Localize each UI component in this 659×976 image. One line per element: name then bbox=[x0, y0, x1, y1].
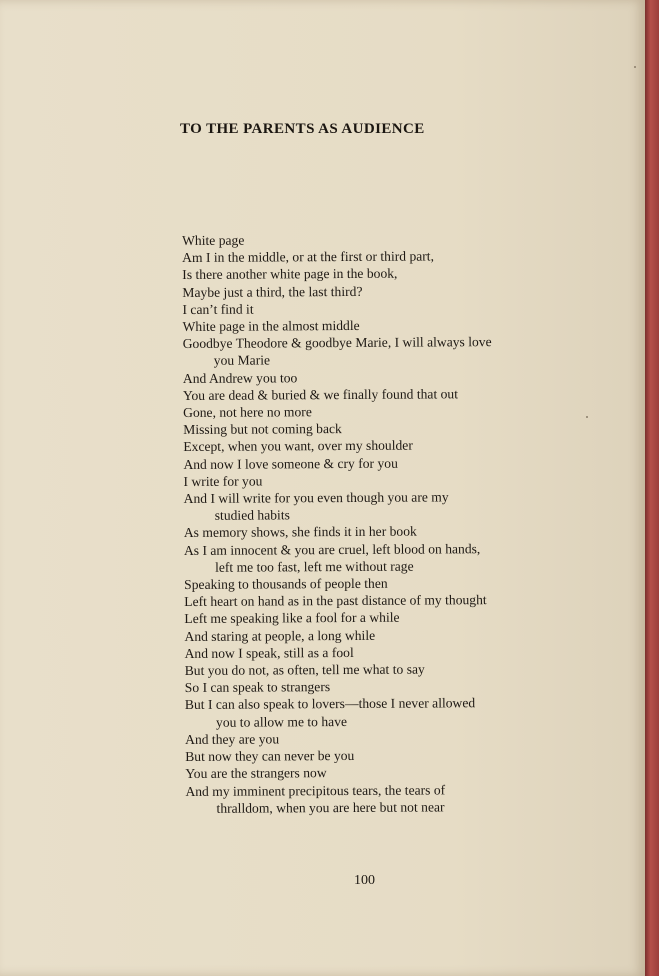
poem-line: Missing but not coming back bbox=[183, 421, 342, 438]
poem-line: I write for you bbox=[183, 473, 263, 489]
poem-line: You are the strangers now bbox=[185, 765, 327, 782]
poem-title: TO THE PARENTS AS AUDIENCE bbox=[180, 121, 425, 137]
poem-body bbox=[182, 230, 495, 817]
poem-line: And staring at people, a long while bbox=[184, 627, 376, 644]
poem-line: studied habits bbox=[214, 507, 290, 524]
poem-line: Except, when you want, over my shoulder bbox=[183, 438, 413, 455]
poem-line: thralldom, when you are here but not near bbox=[216, 799, 445, 816]
paper-speck bbox=[586, 416, 588, 418]
poem-line: Left heart on hand as in the past distance of my thought bbox=[184, 592, 487, 610]
poem-line: You are dead & buried & we finally found that out bbox=[182, 386, 459, 403]
book-edge bbox=[645, 0, 659, 976]
poem-line: And Andrew you too bbox=[182, 369, 298, 386]
poem-line: Goodbye Theodore & goodbye Marie, I will always love bbox=[182, 334, 492, 352]
poem-line: White page bbox=[182, 232, 245, 248]
poem-line: And they are you bbox=[185, 731, 280, 747]
poem-line: But now they can never be you bbox=[185, 748, 355, 765]
poem-line: Am I in the middle, or at the first or third part, bbox=[182, 248, 435, 266]
page-number: 100 bbox=[354, 873, 375, 888]
poem-line: Speaking to thousands of people then bbox=[184, 575, 388, 593]
poem-line: Left me speaking like a fool for a while bbox=[184, 610, 400, 627]
poem-line: So I can speak to strangers bbox=[184, 679, 331, 696]
poem-line: And I will write for you even though you are my bbox=[183, 489, 449, 507]
poem-line: Gone, not here no more bbox=[183, 404, 312, 421]
poem-line: left me too fast, left me without rage bbox=[215, 558, 414, 575]
poem-line: As I am innocent & you are cruel, left blood on hands, bbox=[183, 540, 481, 558]
poem-line: I can’t find it bbox=[182, 301, 254, 317]
poem-line: Maybe just a third, the last third? bbox=[182, 283, 363, 300]
poem-line: And my imminent precipitous tears, the tears of bbox=[185, 781, 446, 799]
poem-line: And now I speak, still as a fool bbox=[184, 644, 354, 661]
poem-line: As memory shows, she finds it in her book bbox=[183, 524, 417, 541]
poem-line: White page in the almost middle bbox=[182, 317, 360, 335]
poem-line: But I can also speak to lovers—those I never allowed bbox=[184, 695, 476, 713]
poem-line: Is there another white page in the book, bbox=[182, 266, 398, 283]
poem-line: you to allow me to have bbox=[215, 713, 348, 730]
poem-line: you Marie bbox=[213, 352, 271, 369]
poem-line: But you do not, as often, tell me what to say bbox=[184, 661, 425, 679]
paper-speck bbox=[634, 66, 636, 68]
poem-line: And now I love someone & cry for you bbox=[183, 455, 398, 472]
